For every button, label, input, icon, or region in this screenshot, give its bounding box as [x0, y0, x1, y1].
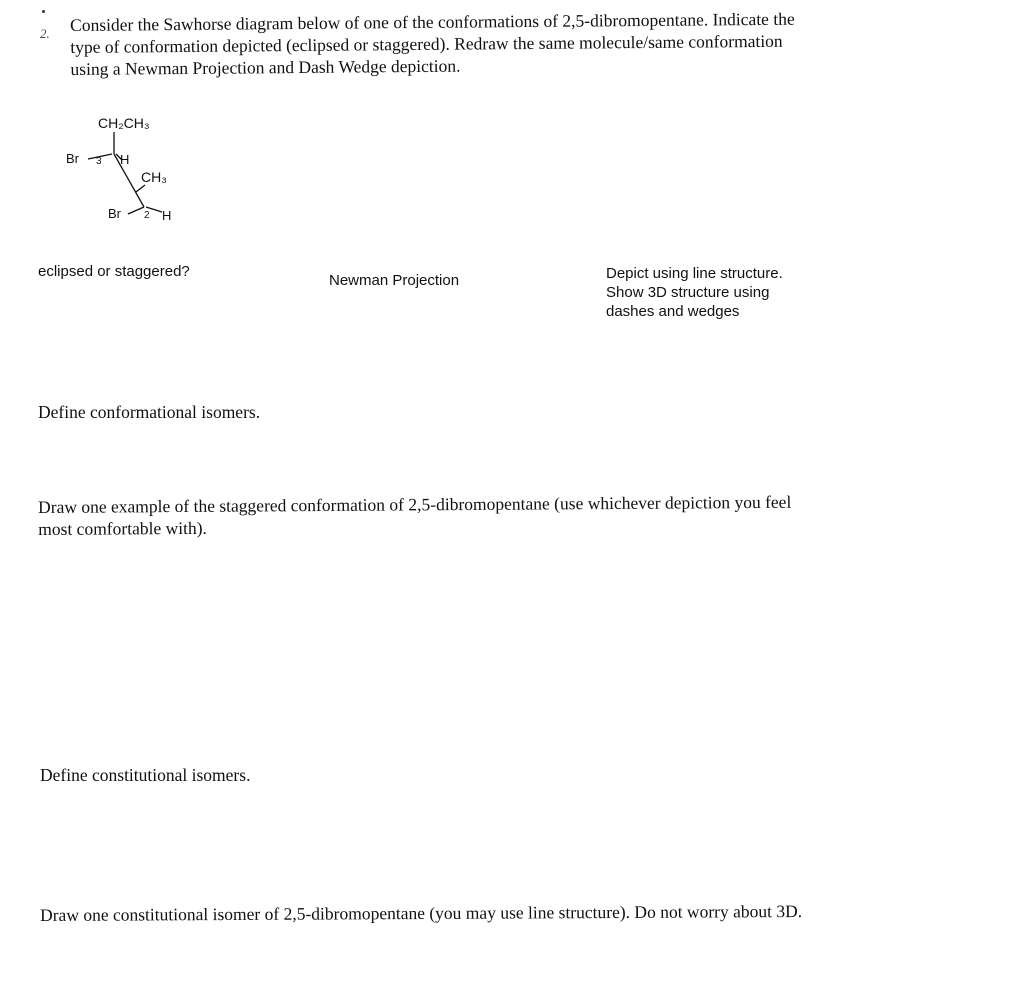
label-newman-projection: Newman Projection: [329, 272, 460, 289]
sawhorse-back-label: 2: [144, 210, 150, 221]
sawhorse-back-group: CH₃: [141, 169, 167, 185]
sawhorse-back-h: H: [162, 208, 172, 223]
sawhorse-top-group: CH₂CH₃: [98, 115, 150, 131]
sawhorse-front-br: Br: [66, 151, 79, 166]
prompt-define-conformational: Define conformational isomers.: [38, 402, 261, 422]
prompt-define-constitutional: Define constitutional isomers.: [40, 765, 251, 785]
prompt-draw-constitutional: Draw one constitutional isomer of 2,5-dibromopentane (you may use line structure). Do not worry about 3D.: [40, 901, 803, 925]
depict-line-1: Depict using line structure.: [606, 265, 783, 282]
intro-line-3: using a Newman Projection and Dash Wedge depiction.: [70, 55, 461, 79]
depict-line-3: dashes and wedges: [606, 303, 740, 320]
question-intro: [70, 6, 951, 80]
draw-staggered-line-1: Draw one example of the staggered conformation of 2,5-dibromopentane (use whichever depiction you feel: [38, 491, 792, 517]
prompt-draw-staggered: [38, 490, 968, 540]
sawhorse-front-h: H: [120, 152, 130, 167]
bond-back-up: [136, 185, 145, 192]
intro-line-1: Consider the Sawhorse diagram below of one of the conformations of 2,5-dibromopentane. Indicate the: [70, 8, 795, 35]
question-number: 2.: [40, 26, 50, 41]
bullet-dot: [42, 10, 45, 13]
sawhorse-diagram: [56, 110, 206, 235]
intro-line-2: type of conformation depicted (eclipsed or staggered). Redraw the same molecule/same conformation: [70, 30, 783, 57]
draw-staggered-line-2: most comfortable with).: [38, 517, 207, 539]
bond-back-left: [128, 207, 144, 214]
sawhorse-front-label: 3: [96, 156, 102, 167]
label-depict-line-structure: [606, 264, 783, 321]
sawhorse-back-br: Br: [108, 206, 121, 221]
label-eclipsed-or-staggered: eclipsed or staggered?: [38, 263, 190, 280]
depict-line-2: Show 3D structure using: [606, 284, 770, 301]
